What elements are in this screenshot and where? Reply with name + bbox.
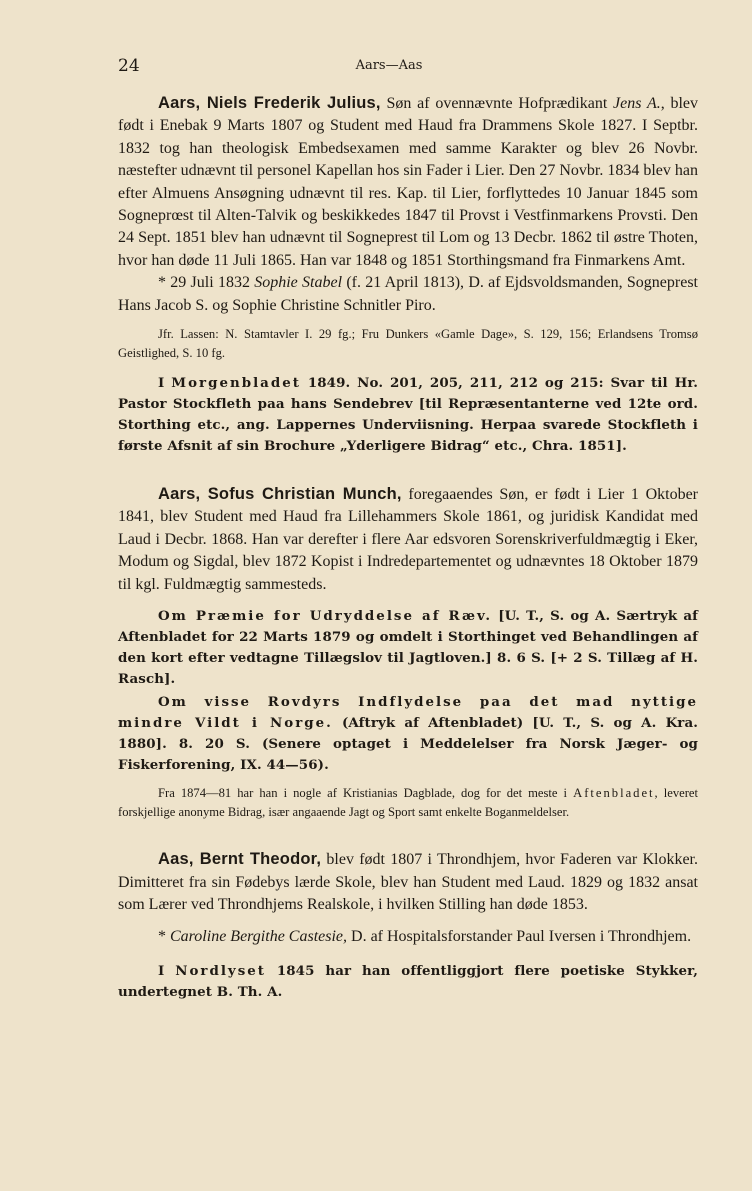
page-content bbox=[118, 92, 698, 1015]
bib-details: [U. T., S. og A. Særtryk af Aftenbladet for 22 Marts 1879 og omdelt i Storthinget ved Behandlingen af den kort efter vedtagne Tillægslov til Jagtloven.] 8. 6 S. [+ 2 S. Tillæg af H. Rasch]. bbox=[118, 608, 698, 688]
entry-biography bbox=[118, 92, 698, 272]
page-header bbox=[118, 56, 660, 80]
marriage-text: D. af Hospitalsforstander Paul Iversen i Throndhjem. bbox=[351, 928, 692, 946]
note-text-start: Fra 1874—81 har han i nogle af Kristianias Dagblade, dog for det meste i bbox=[158, 786, 568, 801]
marriage-text: (f. 21 April 1813), D. af Ejdsvoldsmanden, Sogneprest Hans Jacob S. og Sophie Christine Schnitler Piro. bbox=[118, 274, 699, 314]
bib-details: 1845 har han offentliggjort flere poetiske Stykker, undertegnet B. Th. A. bbox=[118, 962, 699, 1000]
entry-bernt-theodor-aas bbox=[118, 848, 698, 1003]
marriage-mark: * bbox=[158, 928, 166, 946]
entry-name: Aars, Sofus Christian Munch, bbox=[158, 485, 402, 504]
bib-title: Om Præmie for Udryddelse af Ræv. bbox=[158, 608, 493, 625]
marriage-paragraph bbox=[118, 272, 698, 317]
entry-sofus-christian-munch-aars bbox=[118, 483, 698, 822]
bib-prefix: I bbox=[158, 375, 165, 392]
note-newspaper: Aftenbladet bbox=[573, 786, 655, 801]
bib-prefix: I bbox=[158, 962, 165, 979]
entry-biography bbox=[118, 483, 698, 596]
spouse-name: Sophie Stabel bbox=[254, 274, 343, 292]
bib-periodical: Morgenbladet bbox=[171, 375, 301, 392]
bio-text: blev født 1807 i Throndhjem, hvor Faderen var Klokker. Dimitteret fra sin Fødebys lærde Skole, blev han Student med Laud. 1829 og 1832 ansat som Lærer ved Throndhjems Realskole, i hvilken Stilling han døde 1853. bbox=[118, 851, 699, 913]
entry-niels-frederik-julius-aars bbox=[118, 92, 698, 457]
entry-spacer bbox=[118, 469, 698, 483]
bio-text-start: Søn af ovennævnte Hofprædikant bbox=[386, 95, 608, 112]
bib-details: 1849. No. 201, 205, 211, 212 og 215: Svar til Hr. Pastor Stockfleth paa hans Sendebrev [til Repræsentanterne ved 12te ord. Storthing etc., ang. Lappernes Underviisning. Herpaa svarede Stockfleth i første Afsnit af sin Brochure „Yderligere Bidrag“ etc., Chra. 1851]. bbox=[118, 375, 699, 455]
entry-spacer bbox=[118, 834, 698, 848]
marriage-paragraph bbox=[118, 926, 698, 948]
bib-periodical: Nordlyset bbox=[175, 962, 266, 979]
contribution-note bbox=[118, 784, 698, 822]
father-name: Jens A. bbox=[613, 95, 661, 112]
references: Jfr. Lassen: N. Stamtavler I. 29 fg.; Fru Dunkers «Gamle Dage», S. 129, 156; Erlandsens Tromsø Geistlighed, S. 10 fg. bbox=[118, 327, 698, 361]
bibliography-item bbox=[118, 606, 698, 690]
entry-name: Aas, Bernt Theodor, bbox=[158, 850, 322, 869]
page-number: 24 bbox=[118, 56, 140, 76]
bib-title: Om visse Rovdyrs Indflydelse paa det mad nyttige mindre Vildt i Norge. bbox=[118, 694, 698, 732]
bibliography-item bbox=[118, 373, 698, 457]
bio-text: , blev født i Enebak 9 Marts 1807 og Student med Haud fra Drammens Skole 1827. I Septbr. 1832 tog han theologisk Embedsexamen med samme Karakter og blev 26 Novbr. næstefter udnævnt til personel Kapellan hos sin Fader i Lier. Den 27 Novbr. 1834 blev han efter Almuens Ansøgning udnævnt til res. Kap. til Lier, forflyttedes 10 Januar 1845 som Sogneprœst til Alten-Talvik og beskikkedes 1847 til Provst i Vestfinmarkens Provsti. Den 24 Sept. 1851 blev han udnævnt til Sogneprest til Lom og 13 Decbr. 1862 til østre Thoten, hvor han døde 11 Juli 1865. Han var 1848 og 1851 Storthingsmand fra Finmarkens Amt. bbox=[118, 95, 699, 269]
marriage-date: * 29 Juli 1832 bbox=[158, 274, 250, 292]
bib-details: (Aftryk af Aftenbladet) [U. T., S. og A. Kra. 1880]. 8. 20 S. (Senere optaget i Meddelelser fra Norsk Jæger- og Fiskerforening, IX. 44—56). bbox=[118, 715, 699, 774]
bibliography-item bbox=[118, 961, 698, 1003]
bio-text: foregaaendes Søn, er født i Lier 1 Oktober 1841, blev Student med Haud fra Lillehammers Skole 1861, og juridisk Kandidat med Laud i Decbr. 1868. Han var derefter i flere Aar edsvoren Sorenskriverfuldmægtig i Eker, Modum og Sigdal, blev 1872 Kopist i Indredepartementet og udnævntes 18 Oktober 1879 til kgl. Fuldmægtig sammesteds. bbox=[118, 486, 699, 593]
entry-name: Aars, Niels Frederik Julius, bbox=[158, 94, 381, 112]
running-title: Aars—Aas bbox=[355, 58, 423, 73]
entry-biography bbox=[118, 848, 698, 916]
spouse-name: Caroline Bergithe Castesie, bbox=[170, 928, 348, 946]
note-text-end: , leveret forskjellige anonyme Bidrag, især angaaende Jagt og Sport samt enkelte Boganmeldelser. bbox=[118, 786, 698, 820]
bibliography-item bbox=[118, 692, 698, 776]
